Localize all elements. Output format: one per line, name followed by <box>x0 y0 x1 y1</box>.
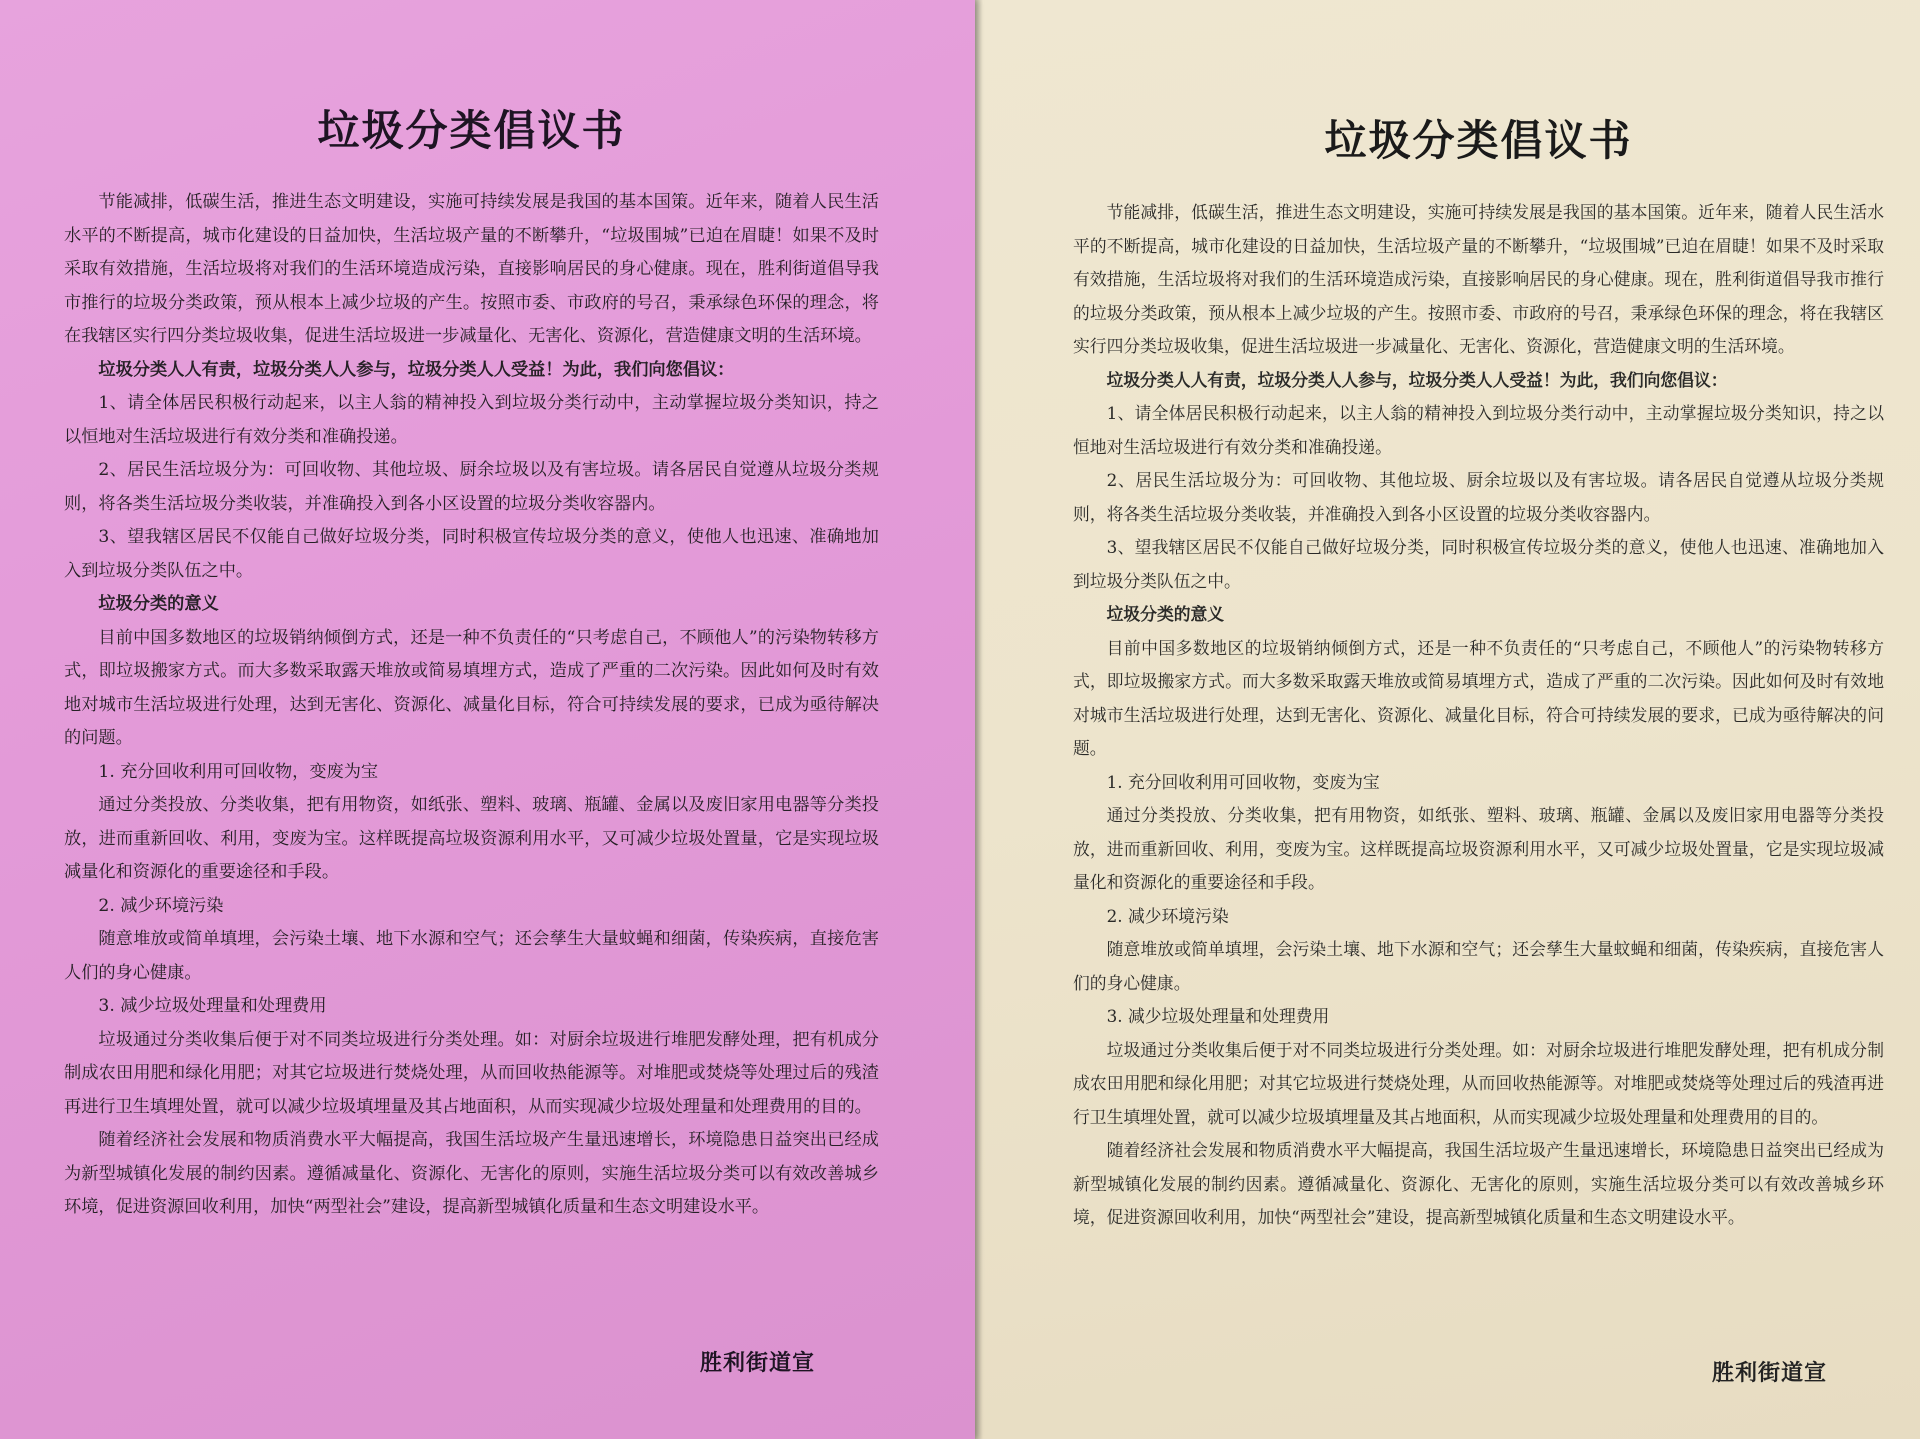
signature: 胜利街道宣 <box>1712 1361 1828 1386</box>
proposal-item-2: 2、居民生活垃圾分为：可回收物、其他垃圾、厨余垃圾以及有害垃圾。请各居民自觉遵从垃圾分类规则，将各类生活垃圾分类收装，并准确投入到各小区设置的垃圾分类收容器内。 <box>1073 470 1884 524</box>
flyer-body <box>1073 196 1884 1235</box>
flyer-title: 垃圾分类倡议书 <box>317 106 626 155</box>
appeal-paragraph: 垃圾分类人人有责，垃圾分类人人参与，垃圾分类人人受益！为此，我们向您倡议： <box>1106 369 1728 390</box>
intro-paragraph: 节能减排，低碳生活，推进生态文明建设，实施可持续发展是我国的基本国策。近年来，随着人民生活水平的不断提高，城市化建设的日益加快，生活垃圾产量的不断攀升，“垃圾围城”已迫在眉睫！如果不及时采取有效措施，生活垃圾将对我们的生活环境造成污染，直接影响居民的身心健康。现在，胜利街道倡导我市推行的垃圾分类政策，预从根本上减少垃圾的产生。按照市委、市政府的号召，秉承绿色环保的理念，将在我辖区实行四分类垃圾收集，促进生活垃圾进一步减量化、无害化、资源化，营造健康文明的生活环境。 <box>64 192 879 346</box>
flyer-body <box>64 186 879 1225</box>
significance-paragraph: 目前中国多数地区的垃圾销纳倾倒方式，还是一种不负责任的“只考虑自己，不顾他人”的污染物转移方式，即垃圾搬家方式。而大多数采取露天堆放或简易填埋方式，造成了严重的二次污染。因此如何及时有效地对城市生活垃圾进行处理，达到无害化、资源化、减量化目标，符合可持续发展的要求，已成为亟待解决的问题。 <box>1073 637 1884 758</box>
subheading-cost: 3. 减少垃圾处理量和处理费用 <box>1106 1006 1330 1026</box>
subheading-pollution: 2. 减少环境污染 <box>98 895 224 916</box>
closing-paragraph: 随着经济社会发展和物质消费水平大幅提高，我国生活垃圾产生量迅速增长，环境隐患日益突出已经成为新型城镇化发展的制约因素。遵循减量化、资源化、无害化的原则，实施生活垃圾分类可以有效改善城乡环境，促进资源回收利用，加快“两型社会”建设，提高新型城镇化质量和生态文明建设水平。 <box>1073 1140 1884 1227</box>
significance-heading: 垃圾分类的意义 <box>98 594 219 614</box>
subheading-cost: 3. 减少垃圾处理量和处理费用 <box>98 996 327 1016</box>
recycle-paragraph: 通过分类投放、分类收集，把有用物资，如纸张、塑料、玻璃、瓶罐、金属以及废旧家用电器等分类投放，进而重新回收、利用，变废为宝。这样既提高垃圾资源利用水平，又可减少垃圾处置量，它是实现垃圾减量化和资源化的重要途径和手段。 <box>1073 805 1884 892</box>
flyer-title: 垃圾分类倡议书 <box>1324 116 1633 165</box>
pollution-paragraph: 随意堆放或简单填埋，会污染土壤、地下水源和空气；还会孳生大量蚊蝇和细菌，传染疾病，直接危害人们的身心健康。 <box>1073 939 1884 993</box>
appeal-paragraph: 垃圾分类人人有责，垃圾分类人人参与，垃圾分类人人受益！为此，我们向您倡议： <box>98 359 735 380</box>
subheading-pollution: 2. 减少环境污染 <box>1106 905 1229 926</box>
cream-flyer-sheet <box>975 0 1920 1439</box>
significance-heading: 垃圾分类的意义 <box>1106 604 1225 624</box>
subheading-recycle: 1. 充分回收利用可回收物，变废为宝 <box>98 761 379 782</box>
intro-paragraph: 节能减排，低碳生活，推进生态文明建设，实施可持续发展是我国的基本国策。近年来，随着人民生活水平的不断提高，城市化建设的日益加快，生活垃圾产量的不断攀升，“垃圾围城”已迫在眉睫！如果不及时采取有效措施，生活垃圾将对我们的生活环境造成污染，直接影响居民的身心健康。现在，胜利街道倡导我市推行的垃圾分类政策，预从根本上减少垃圾的产生。按照市委、市政府的号召，秉承绿色环保的理念，将在我辖区实行四分类垃圾收集，促进生活垃圾进一步减量化、无害化、资源化，营造健康文明的生活环境。 <box>1073 202 1884 356</box>
cost-paragraph: 垃圾通过分类收集后便于对不同类垃圾进行分类处理。如：对厨余垃圾进行堆肥发酵处理，把有机成分制成农田用肥和绿化用肥；对其它垃圾进行焚烧处理，从而回收热能源等。对堆肥或焚烧等处理过后的残渣再进行卫生填埋处置，就可以减少垃圾填埋量及其占地面积，从而实现减少垃圾处理量和处理费用的目的。 <box>64 1029 879 1117</box>
signature: 胜利街道宣 <box>700 1351 816 1376</box>
proposal-item-3: 3、望我辖区居民不仅能自己做好垃圾分类，同时积极宣传垃圾分类的意义，使他人也迅速、准确地加入到垃圾分类队伍之中。 <box>64 527 879 581</box>
subheading-recycle: 1. 充分回收利用可回收物，变废为宝 <box>1106 771 1380 792</box>
proposal-item-1: 1、请全体居民积极行动起来，以主人翁的精神投入到垃圾分类行动中，主动掌握垃圾分类知识，持之以恒地对生活垃圾进行有效分类和准确投递。 <box>1073 403 1884 457</box>
closing-paragraph: 随着经济社会发展和物质消费水平大幅提高，我国生活垃圾产生量迅速增长，环境隐患日益突出已经成为新型城镇化发展的制约因素。遵循减量化、资源化、无害化的原则，实施生活垃圾分类可以有效改善城乡环境，促进资源回收利用，加快“两型社会”建设，提高新型城镇化质量和生态文明建设水平。 <box>64 1130 879 1217</box>
proposal-item-1: 1、请全体居民积极行动起来，以主人翁的精神投入到垃圾分类行动中，主动掌握垃圾分类知识，持之以恒地对生活垃圾进行有效分类和准确投递。 <box>64 393 879 447</box>
proposal-item-2: 2、居民生活垃圾分为：可回收物、其他垃圾、厨余垃圾以及有害垃圾。请各居民自觉遵从垃圾分类规则，将各类生活垃圾分类收装，并准确投入到各小区设置的垃圾分类收容器内。 <box>64 460 879 514</box>
significance-paragraph: 目前中国多数地区的垃圾销纳倾倒方式，还是一种不负责任的“只考虑自己，不顾他人”的污染物转移方式，即垃圾搬家方式。而大多数采取露天堆放或简易填埋方式，造成了严重的二次污染。因此如何及时有效地对城市生活垃圾进行处理，达到无害化、资源化、减量化目标，符合可持续发展的要求，已成为亟待解决的问题。 <box>64 627 879 748</box>
proposal-item-3: 3、望我辖区居民不仅能自己做好垃圾分类，同时积极宣传垃圾分类的意义，使他人也迅速、准确地加入到垃圾分类队伍之中。 <box>1073 537 1884 591</box>
recycle-paragraph: 通过分类投放、分类收集，把有用物资，如纸张、塑料、玻璃、瓶罐、金属以及废旧家用电器等分类投放，进而重新回收、利用，变废为宝。这样既提高垃圾资源利用水平，又可减少垃圾处置量，它是实现垃圾减量化和资源化的重要途径和手段。 <box>64 795 879 882</box>
pollution-paragraph: 随意堆放或简单填埋，会污染土壤、地下水源和空气；还会孳生大量蚊蝇和细菌，传染疾病，直接危害人们的身心健康。 <box>64 929 879 983</box>
cost-paragraph: 垃圾通过分类收集后便于对不同类垃圾进行分类处理。如：对厨余垃圾进行堆肥发酵处理，把有机成分制成农田用肥和绿化用肥；对其它垃圾进行焚烧处理，从而回收热能源等。对堆肥或焚烧等处理过后的残渣再进行卫生填埋处置，就可以减少垃圾填埋量及其占地面积，从而实现减少垃圾处理量和处理费用的目的。 <box>1073 1039 1884 1127</box>
